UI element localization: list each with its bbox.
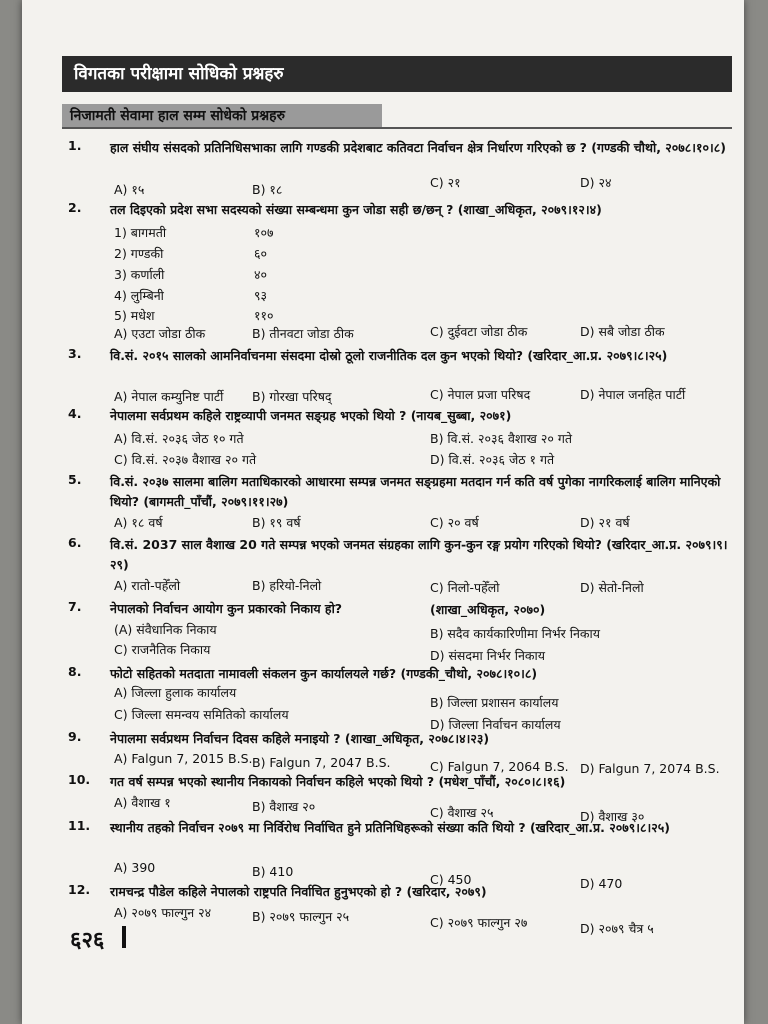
option-d: D) २०७९ चैत्र ५ (580, 921, 654, 936)
option-a: A) वैशाख १ (114, 795, 171, 810)
option-b: B) तीनवटा जोडा ठीक (252, 326, 354, 341)
list-item-label: 5) मधेश (114, 308, 155, 323)
option-b: B) गोरखा परिषद् (252, 389, 332, 404)
option-b: B) सदैव कार्यकारिणीमा निर्भर निकाय (430, 626, 600, 641)
option-b: B) १९ वर्ष (252, 515, 301, 530)
list-item-value: १०७ (254, 225, 274, 240)
option-c: C) २० वर्ष (430, 515, 479, 530)
question-number: 4. (68, 406, 82, 421)
option-a: A) एउटा जोडा ठीक (114, 326, 206, 341)
option-a: A) वि.सं. २०३६ जेठ १० गते (114, 431, 244, 446)
list-item-label: 2) गण्डकी (114, 246, 164, 261)
question-text: नेपालको निर्वाचन आयोग कुन प्रकारको निकाय हो? (110, 601, 343, 616)
option-b: B) Falgun 7, 2047 B.S. (252, 755, 391, 770)
option-c: C) Falgun 7, 2064 B.S. (430, 759, 569, 774)
list-item-value: ११० (254, 308, 274, 323)
option-c: C) वि.सं. २०३७ वैशाख २० गते (114, 452, 257, 467)
section-divider (62, 127, 732, 129)
option-c: C) निलो-पहेँलो (430, 580, 500, 595)
question-number: 11. (68, 818, 91, 833)
question-text: गत वर्ष सम्पन्न भएको स्थानीय निकायको निर्वाचन कहिले भएको थियो ? (मधेश_पाँचौं, २०८०।८।१६) (110, 774, 566, 789)
page-number-bar (122, 926, 126, 948)
question-text: वि.सं. २०१५ सालको आमनिर्वाचनमा संसदमा दोस्रो ठूलो राजनीतिक दल कुन भएको थियो? (खरिदार_आ.प्र. २०७९।८।२५) (110, 348, 668, 363)
option-d: D) नेपाल जनहित पार्टी (580, 387, 686, 402)
option-d: D) वि.सं. २०३६ जेठ १ गते (430, 452, 555, 467)
option-a: (A) संवैधानिक निकाय (114, 622, 217, 637)
option-d: D) सेतो-निलो (580, 580, 644, 595)
option-a: A) रातो-पहेँलो (114, 578, 181, 593)
option-d: D) २१ वर्ष (580, 515, 630, 530)
option-b: B) १८ (252, 182, 283, 197)
question-number: 12. (68, 882, 91, 897)
option-c: C) जिल्ला समन्वय समितिको कार्यालय (114, 707, 289, 722)
question-number: 10. (68, 772, 91, 787)
option-c: C) २१ (430, 175, 461, 190)
list-item-value: ९३ (254, 288, 268, 303)
option-d: D) २४ (580, 175, 612, 190)
option-a: A) Falgun 7, 2015 B.S. (114, 751, 253, 766)
option-d: D) वैशाख ३० (580, 809, 645, 824)
option-d: D) संसदमा निर्भर निकाय (430, 648, 546, 663)
option-a: A) २०७९ फाल्गुन २४ (114, 905, 212, 920)
question-text: वि.सं. २०३७ सालमा बालिग मताधिकारको आधारमा सम्पन्न जनमत सङ्ग्रहमा मतदान गर्न कति वर्ष पुगेका नागरिकलाई बालिग मानिएको थियो? (बागमती_पाँचौं, २०७९।११।२७) (110, 474, 721, 509)
question-text: वि.सं. 2037 साल वैशाख 20 गते सम्पन्न भएको जनमत संग्रहका लागि कुन-कुन रङ्ग प्रयोग गरिएको थियो? (खरिदार_आ.प्र. २०७९।९।२९) (110, 537, 728, 572)
question-number: 7. (68, 599, 82, 614)
question-text: नेपालमा सर्वप्रथम कहिले राष्ट्रव्यापी जनमत सङ्ग्रह भएको थियो ? (नायब_सुब्बा, २०७१) (110, 408, 512, 423)
chapter-banner: विगतका परीक्षामा सोधिको प्रश्नहरु (62, 56, 732, 92)
option-c: C) 450 (430, 872, 472, 887)
list-item-value: ६० (254, 246, 268, 261)
option-b: B) जिल्ला प्रशासन कार्यालय (430, 695, 559, 710)
list-item-label: 4) लुम्बिनी (114, 288, 164, 303)
question-number: 1. (68, 138, 82, 153)
question-number: 8. (68, 664, 82, 679)
list-item-value: ४० (254, 267, 268, 282)
question-number: 3. (68, 346, 82, 361)
option-d: D) सबै जोडा ठीक (580, 324, 665, 339)
option-a: A) 390 (114, 860, 156, 875)
question-source-tag: (शाखा_अधिकृत, २०७०) (430, 602, 546, 617)
option-b: B) २०७९ फाल्गुन २५ (252, 909, 350, 924)
section-banner: निजामती सेवामा हाल सम्म सोधेको प्रश्नहरु (62, 104, 382, 128)
option-d: D) 470 (580, 876, 623, 891)
question-number: 5. (68, 472, 82, 487)
question-number: 6. (68, 535, 82, 550)
option-b: B) वि.सं. २०३६ वैशाख २० गते (430, 431, 572, 446)
question-text: फोटो सहितको मतदाता नामावली संकलन कुन कार्यालयले गर्छ? (गण्डकी_चौथो, २०७८।१०।८) (110, 666, 538, 681)
page-number: ६२६ (70, 928, 105, 953)
option-c: C) दुईवटा जोडा ठीक (430, 324, 528, 339)
option-a: A) जिल्ला हुलाक कार्यालय (114, 685, 237, 700)
question-number: 2. (68, 200, 82, 215)
question-number: 9. (68, 729, 82, 744)
option-c: C) वैशाख २५ (430, 805, 494, 820)
option-c: C) नेपाल प्रजा परिषद (430, 387, 531, 402)
option-b: B) वैशाख २० (252, 799, 316, 814)
book-page (22, 0, 744, 1024)
option-c: C) २०७९ फाल्गुन २७ (430, 915, 528, 930)
option-a: A) नेपाल कम्युनिष्ट पार्टी (114, 389, 224, 404)
list-item-label: 1) बागमती (114, 225, 167, 240)
question-text: हाल संघीय संसदको प्रतिनिधिसभाका लागि गण्डकी प्रदेशबाट कतिवटा निर्वाचन क्षेत्र निर्धारण गरिएको छ ? (गण्डकी चौथो, २०७८।१०।८) (110, 140, 726, 155)
question-text: स्थानीय तहको निर्वाचन २०७९ मा निर्विरोध निर्वाचित हुने प्रतिनिधिहरूको संख्या कति थियो ? (खरिदार_आ.प्र. २०७९।८।२५) (110, 820, 670, 835)
option-b: B) 410 (252, 864, 294, 879)
option-c: C) राजनैतिक निकाय (114, 642, 211, 657)
option-d: D) Falgun 7, 2074 B.S. (580, 761, 720, 776)
option-a: A) १५ (114, 182, 145, 197)
question-text: रामचन्द्र पौडेल कहिले नेपालको राष्ट्रपति निर्वाचित हुनुभएको हो ? (खरिदार, २०७९) (110, 884, 487, 899)
option-d: D) जिल्ला निर्वाचन कार्यालय (430, 717, 561, 732)
option-b: B) हरियो-निलो (252, 578, 322, 593)
question-text: तल दिइएको प्रदेश सभा सदस्यको संख्या सम्बन्धमा कुन जोडा सही छ/छन् ? (शाखा_अधिकृत, २०७९।१२।४) (110, 202, 602, 217)
option-a: A) १८ वर्ष (114, 515, 163, 530)
list-item-label: 3) कर्णाली (114, 267, 165, 282)
question-text: नेपालमा सर्वप्रथम निर्वाचन दिवस कहिले मनाइयो ? (शाखा_अधिकृत, २०७८।४।२३) (110, 731, 490, 746)
